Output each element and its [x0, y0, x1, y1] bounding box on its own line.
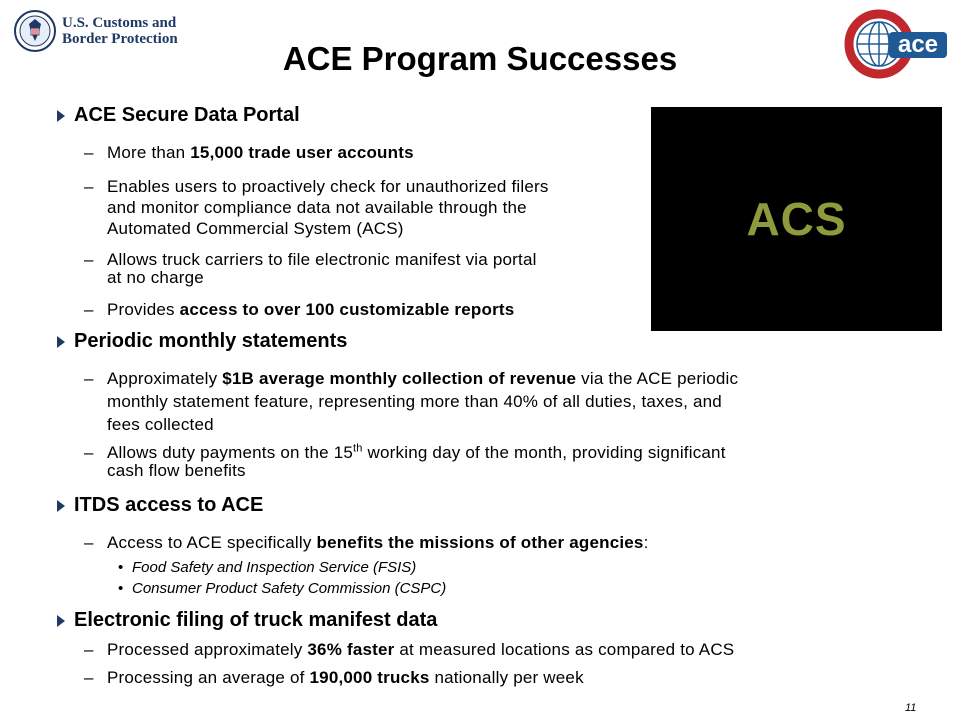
- section-heading-secure-data-portal: [56, 104, 300, 127]
- agency-name-line1: U.S. Customs and: [62, 15, 177, 31]
- arrow-bullet-icon: [56, 499, 66, 513]
- arrow-bullet-icon: [56, 109, 66, 123]
- ace-logo-text: ace: [897, 31, 939, 58]
- dot-bullet-icon: •: [118, 580, 124, 597]
- heading-text: ITDS access to ACE: [74, 494, 264, 516]
- bullet-item: – Allows truck carriers to file electronic manifest via portal at no charge: [84, 250, 537, 287]
- bullet-item: – Allows duty payments on the 15th working day of the month, providing significant cash flow benefits: [84, 442, 726, 480]
- bullet-item: – Enables users to proactively check for unauthorized filers and monitor compliance data not available through the Automated Commercial System (ACS): [84, 177, 549, 238]
- dash-bullet-icon: –: [84, 300, 94, 319]
- bullet-item: – Approximately $1B average monthly collection of revenue via the ACE periodic monthly statement feature, representing more than 40% of all duties, taxes, and fees collected: [84, 369, 739, 434]
- dot-bullet-icon: •: [118, 559, 124, 576]
- arrow-bullet-icon: [56, 335, 66, 349]
- section-heading-itds-access: [56, 494, 263, 517]
- heading-text: Electronic filing of truck manifest data: [74, 609, 438, 631]
- bullet-item: – More than 15,000 trade user accounts: [84, 143, 414, 162]
- acs-image: [651, 107, 942, 331]
- heading-text: Periodic monthly statements: [74, 330, 348, 352]
- bullet-item: – Processed approximately 36% faster at measured locations as compared to ACS: [84, 640, 735, 659]
- dash-bullet-icon: –: [84, 443, 94, 462]
- sub-bullet-item: • Food Safety and Inspection Service (FSIS): [118, 559, 417, 576]
- dash-bullet-icon: –: [84, 369, 94, 388]
- bullet-item: – Access to ACE specifically benefits the missions of other agencies:: [84, 533, 649, 552]
- dash-bullet-icon: –: [84, 250, 94, 269]
- dash-bullet-icon: –: [84, 143, 94, 162]
- section-heading-periodic-statements: [56, 330, 347, 353]
- dash-bullet-icon: –: [84, 668, 94, 687]
- heading-text: ACE Secure Data Portal: [74, 104, 300, 126]
- dash-bullet-icon: –: [84, 177, 94, 196]
- agency-name-line2: Border Protection: [62, 31, 178, 47]
- sub-bullet-item: • Consumer Product Safety Commission (CSPC): [118, 580, 447, 597]
- section-heading-electronic-filing: [56, 609, 437, 632]
- page-number: 11: [905, 702, 917, 714]
- slide-title: ACE Program Successes: [282, 40, 678, 77]
- acs-image-label: ACS: [746, 193, 847, 245]
- bullet-item: – Processing an average of 190,000 trucks nationally per week: [84, 668, 584, 687]
- bullet-item: – Provides access to over 100 customizable reports: [84, 300, 515, 319]
- arrow-bullet-icon: [56, 614, 66, 628]
- dash-bullet-icon: –: [84, 640, 94, 659]
- dash-bullet-icon: –: [84, 533, 94, 552]
